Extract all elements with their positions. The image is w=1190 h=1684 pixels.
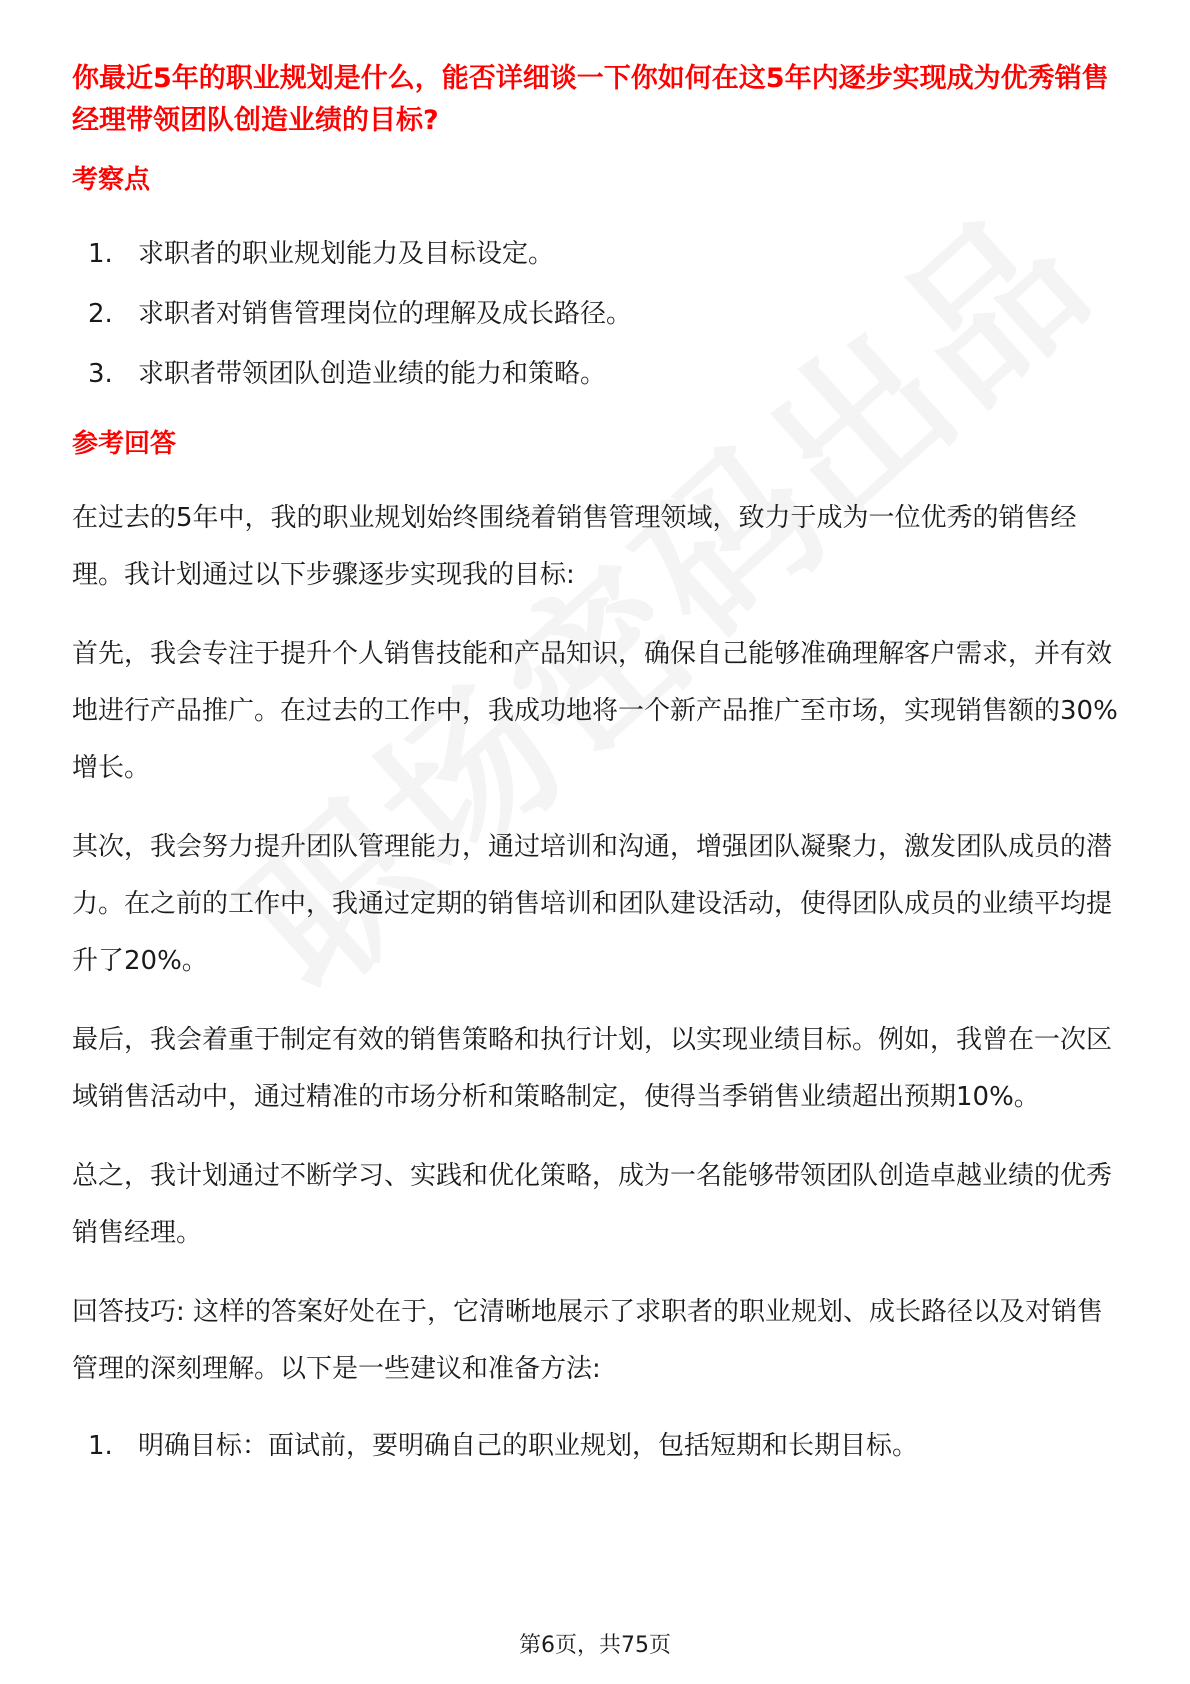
- list-item: [72, 1426, 1122, 1466]
- answer-heading: 参考回答: [72, 429, 177, 459]
- list-item: [72, 234, 1122, 274]
- answer-tips-paragraph: 回答技巧: 这样的答案好处在于，它清晰地展示了求职者的职业规划、成长路径以及对销售管理的深刻理解。以下是一些建议和准备方法:: [72, 1297, 1104, 1384]
- answer-paragraph: 最后，我会着重于制定有效的销售策略和执行计划，以实现业绩目标。例如，我曾在一次区域销售活动中，通过精准的市场分析和策略制定，使得当季销售业绩超出预期10%。: [72, 1025, 1113, 1112]
- list-text: 求职者带领团队创造业绩的能力和策略。: [138, 359, 607, 389]
- answer-paragraph: 总之，我计划通过不断学习、实践和优化策略，成为一名能够带领团队创造卓越业绩的优秀销售经理。: [72, 1161, 1113, 1248]
- list-number: 2.: [88, 299, 113, 329]
- answer-paragraph: 首先，我会专注于提升个人销售技能和产品知识，确保自己能够准确理解客户需求，并有效地进行产品推广。在过去的工作中，我成功地将一个新产品推广至市场，实现销售额的30%增长。: [72, 639, 1118, 783]
- list-item: [72, 354, 1122, 394]
- focus-points-list: [72, 234, 1122, 394]
- document-body: [72, 58, 1122, 1486]
- answer-paragraph: 其次，我会努力提升团队管理能力，通过培训和沟通，增强团队凝聚力，激发团队成员的潜力。在之前的工作中，我通过定期的销售培训和团队建设活动，使得团队成员的业绩平均提升了20%。: [72, 832, 1113, 976]
- answer-paragraph: 在过去的5年中，我的职业规划始终围绕着销售管理领域，致力于成为一位优秀的销售经理。我计划通过以下步骤逐步实现我的目标:: [72, 503, 1077, 590]
- page-footer: 第6页，共75页: [519, 1633, 671, 1658]
- list-number: 1.: [88, 239, 113, 269]
- list-number: 1.: [88, 1431, 113, 1461]
- list-item: [72, 294, 1122, 334]
- focus-heading: 考察点: [72, 165, 151, 195]
- list-number: 3.: [88, 359, 113, 389]
- list-text: 求职者的职业规划能力及目标设定。: [138, 239, 555, 269]
- list-text: 求职者对销售管理岗位的理解及成长路径。: [138, 299, 633, 329]
- tips-list: [72, 1426, 1122, 1466]
- question-title: 你最近5年的职业规划是什么，能否详细谈一下你如何在这5年内逐步实现成为优秀销售经理带领团队创造业绩的目标?: [72, 63, 1109, 136]
- list-text: 明确目标：面试前，要明确自己的职业规划，包括短期和长期目标。: [138, 1431, 919, 1461]
